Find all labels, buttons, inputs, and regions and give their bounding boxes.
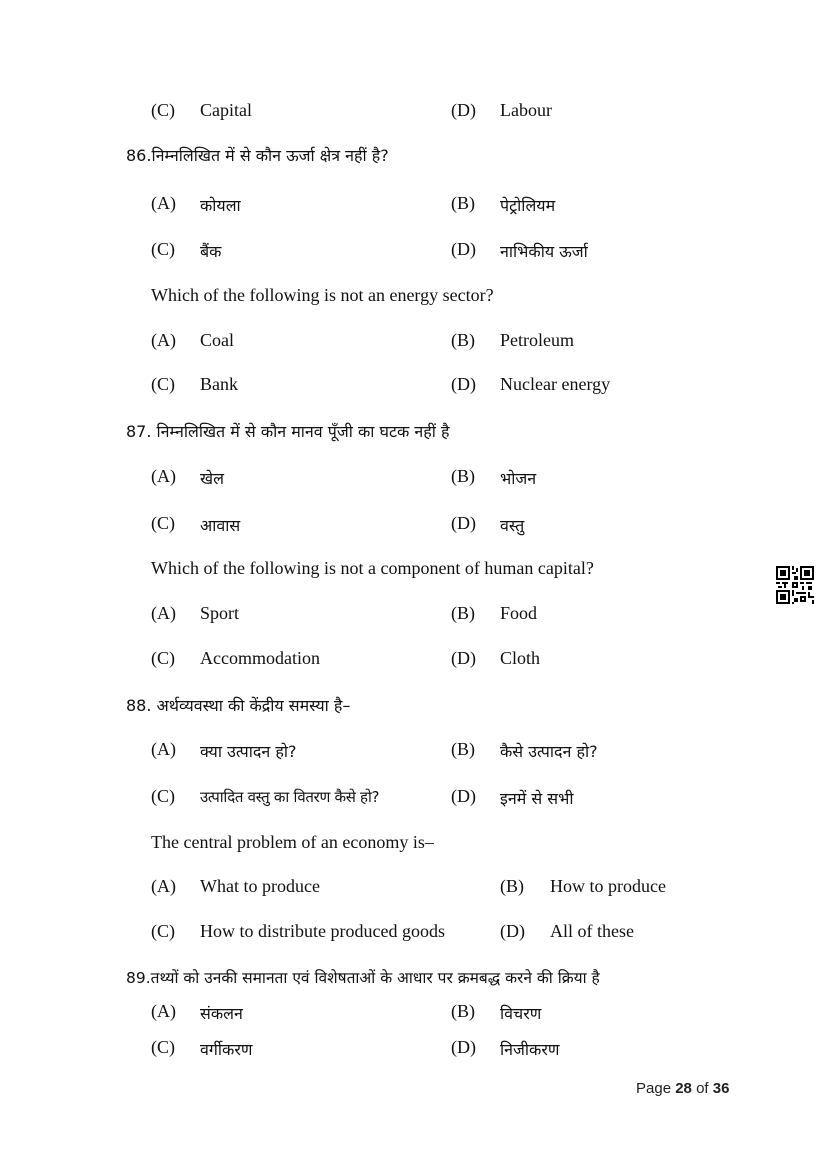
option-label: (D) — [451, 1037, 476, 1057]
option-label: (C) — [151, 1037, 175, 1057]
option-label: (A) — [151, 876, 176, 896]
option-text: उत्पादित वस्तु का वितरण कैसे हो? — [200, 788, 380, 806]
option-text: What to produce — [200, 876, 320, 896]
option-label: (B) — [451, 330, 475, 350]
option-text: How to produce — [550, 876, 666, 896]
option-text: आवास — [200, 516, 241, 535]
option-label: (A) — [151, 603, 176, 623]
option-text: वर्गीकरण — [200, 1040, 253, 1059]
q88-question-english: The central problem of an economy is– — [151, 832, 434, 852]
option-text: पेट्रोलियम — [500, 196, 556, 215]
option-text: नाभिकीय ऊर्जा — [500, 242, 588, 261]
option-label: (A) — [151, 1001, 176, 1021]
option-text: क्या उत्पादन हो? — [200, 742, 297, 761]
option-text: भोजन — [500, 469, 537, 488]
option-text: How to distribute produced goods — [200, 921, 445, 941]
option-label: (B) — [451, 603, 475, 623]
option-label: (C) — [151, 786, 175, 806]
option-text: All of these — [550, 921, 634, 941]
option-text: बैंक — [200, 242, 222, 261]
q88-question-hindi: 88. अर्थव्यवस्था की केंद्रीय समस्या है– — [126, 696, 351, 715]
option-label: (D) — [451, 786, 476, 806]
option-label: (A) — [151, 466, 176, 486]
q87-question-hindi: 87. निम्नलिखित में से कौन मानव पूँजी का घटक नहीं है — [126, 422, 450, 441]
option-text: Bank — [200, 374, 238, 394]
option-text: Petroleum — [500, 330, 574, 350]
qr-code-icon — [776, 566, 814, 604]
page-total: 36 — [712, 1080, 730, 1097]
option-text: Accommodation — [200, 648, 320, 668]
page-of: of — [696, 1080, 709, 1097]
page-current: 28 — [675, 1080, 692, 1097]
option-label: (C) — [151, 100, 175, 120]
q87-question-english: Which of the following is not a component of human capital? — [151, 558, 594, 578]
option-label: (C) — [151, 921, 175, 941]
option-label: (B) — [451, 1001, 475, 1021]
option-text: Cloth — [500, 648, 541, 668]
page-number — [636, 1080, 729, 1097]
option-label: (D) — [451, 100, 476, 120]
option-text: खेल — [200, 469, 224, 488]
option-label: (D) — [451, 513, 476, 533]
option-text: Food — [500, 603, 538, 623]
option-text: विचरण — [500, 1004, 542, 1023]
option-label: (C) — [151, 513, 175, 533]
option-label: (C) — [151, 374, 175, 394]
option-label: (B) — [451, 739, 475, 759]
q86-question-hindi: 86.निम्नलिखित में से कौन ऊर्जा क्षेत्र नहीं है? — [126, 146, 389, 165]
option-label: (C) — [151, 239, 175, 259]
option-text: संकलन — [200, 1004, 243, 1023]
option-label: (D) — [451, 239, 476, 259]
option-label: (D) — [451, 648, 476, 668]
option-text: Capital — [200, 100, 252, 120]
option-label: (B) — [451, 193, 475, 213]
option-text: इनमें से सभी — [500, 789, 574, 808]
option-label: (B) — [500, 876, 524, 896]
option-text: निजीकरण — [500, 1040, 560, 1059]
option-label: (D) — [500, 921, 525, 941]
option-label: (B) — [451, 466, 475, 486]
option-text: कैसे उत्पादन हो? — [500, 742, 598, 761]
option-label: (A) — [151, 330, 176, 350]
option-label: (A) — [151, 193, 176, 213]
option-text: वस्तु — [500, 516, 525, 535]
q89-question-hindi: 89.तथ्यों को उनकी समानता एवं विशेषताओं के आधार पर क्रमबद्ध करने की क्रिया है — [126, 969, 600, 987]
page-prefix: Page — [636, 1080, 672, 1097]
option-text: Coal — [200, 330, 234, 350]
option-text: Nuclear energy — [500, 374, 611, 394]
option-text: Labour — [500, 100, 552, 120]
option-label: (D) — [451, 374, 476, 394]
q86-question-english: Which of the following is not an energy sector? — [151, 285, 494, 305]
option-label: (C) — [151, 648, 175, 668]
option-label: (A) — [151, 739, 176, 759]
option-text: कोयला — [200, 196, 241, 215]
option-text: Sport — [200, 603, 240, 623]
